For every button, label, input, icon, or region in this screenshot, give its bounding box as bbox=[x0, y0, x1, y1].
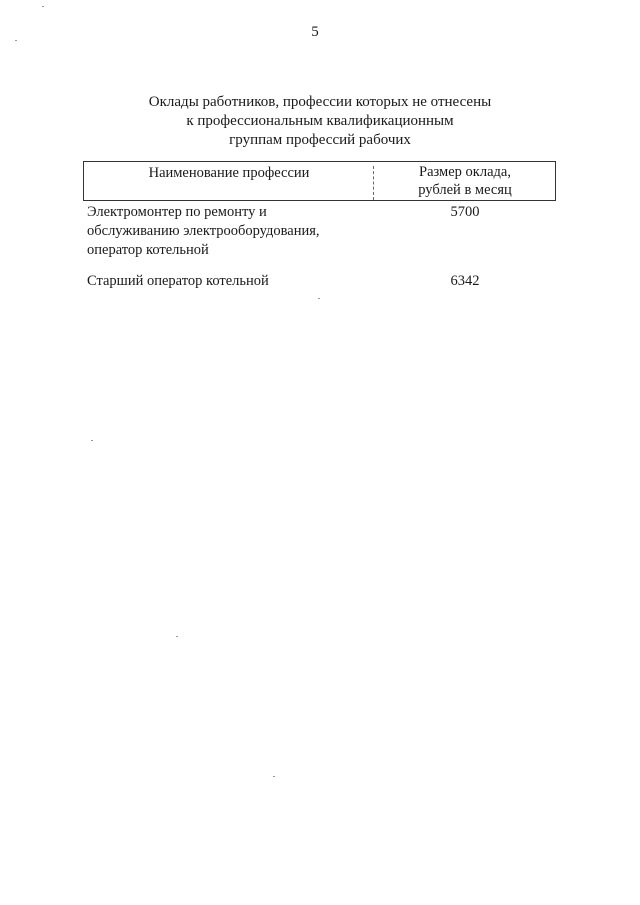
row-name-line: оператор котельной bbox=[87, 242, 209, 258]
header-salary-line-2: рублей в месяц bbox=[418, 182, 512, 198]
document-title bbox=[0, 93, 640, 150]
row-salary: 6342 bbox=[450, 273, 480, 289]
header-salary bbox=[375, 162, 555, 200]
row-profession-name bbox=[87, 203, 367, 260]
scan-speck bbox=[273, 776, 275, 777]
row-name-line: Старший оператор котельной bbox=[87, 273, 269, 289]
table-header bbox=[83, 161, 556, 201]
scan-speck bbox=[15, 40, 17, 41]
row-salary: 5700 bbox=[450, 204, 480, 220]
title-line-3: группам профессий рабочих bbox=[229, 132, 411, 148]
row-name-line: Электромонтер по ремонту и bbox=[87, 204, 267, 220]
title-line-2: к профессиональным квалификационным bbox=[186, 113, 454, 129]
title-line-1: Оклады работников, профессии которых не отнесены bbox=[148, 94, 492, 110]
row-profession-name bbox=[87, 272, 367, 291]
page-number: 5 bbox=[311, 24, 319, 40]
scan-speck bbox=[42, 6, 44, 7]
row-name-line: обслуживанию электрооборудования, bbox=[87, 223, 320, 239]
scan-speck bbox=[176, 636, 178, 637]
scan-speck bbox=[318, 298, 320, 299]
scan-speck bbox=[91, 440, 93, 441]
header-profession: Наименование профессии bbox=[148, 165, 310, 181]
header-salary-line-1: Размер оклада, bbox=[419, 164, 511, 180]
